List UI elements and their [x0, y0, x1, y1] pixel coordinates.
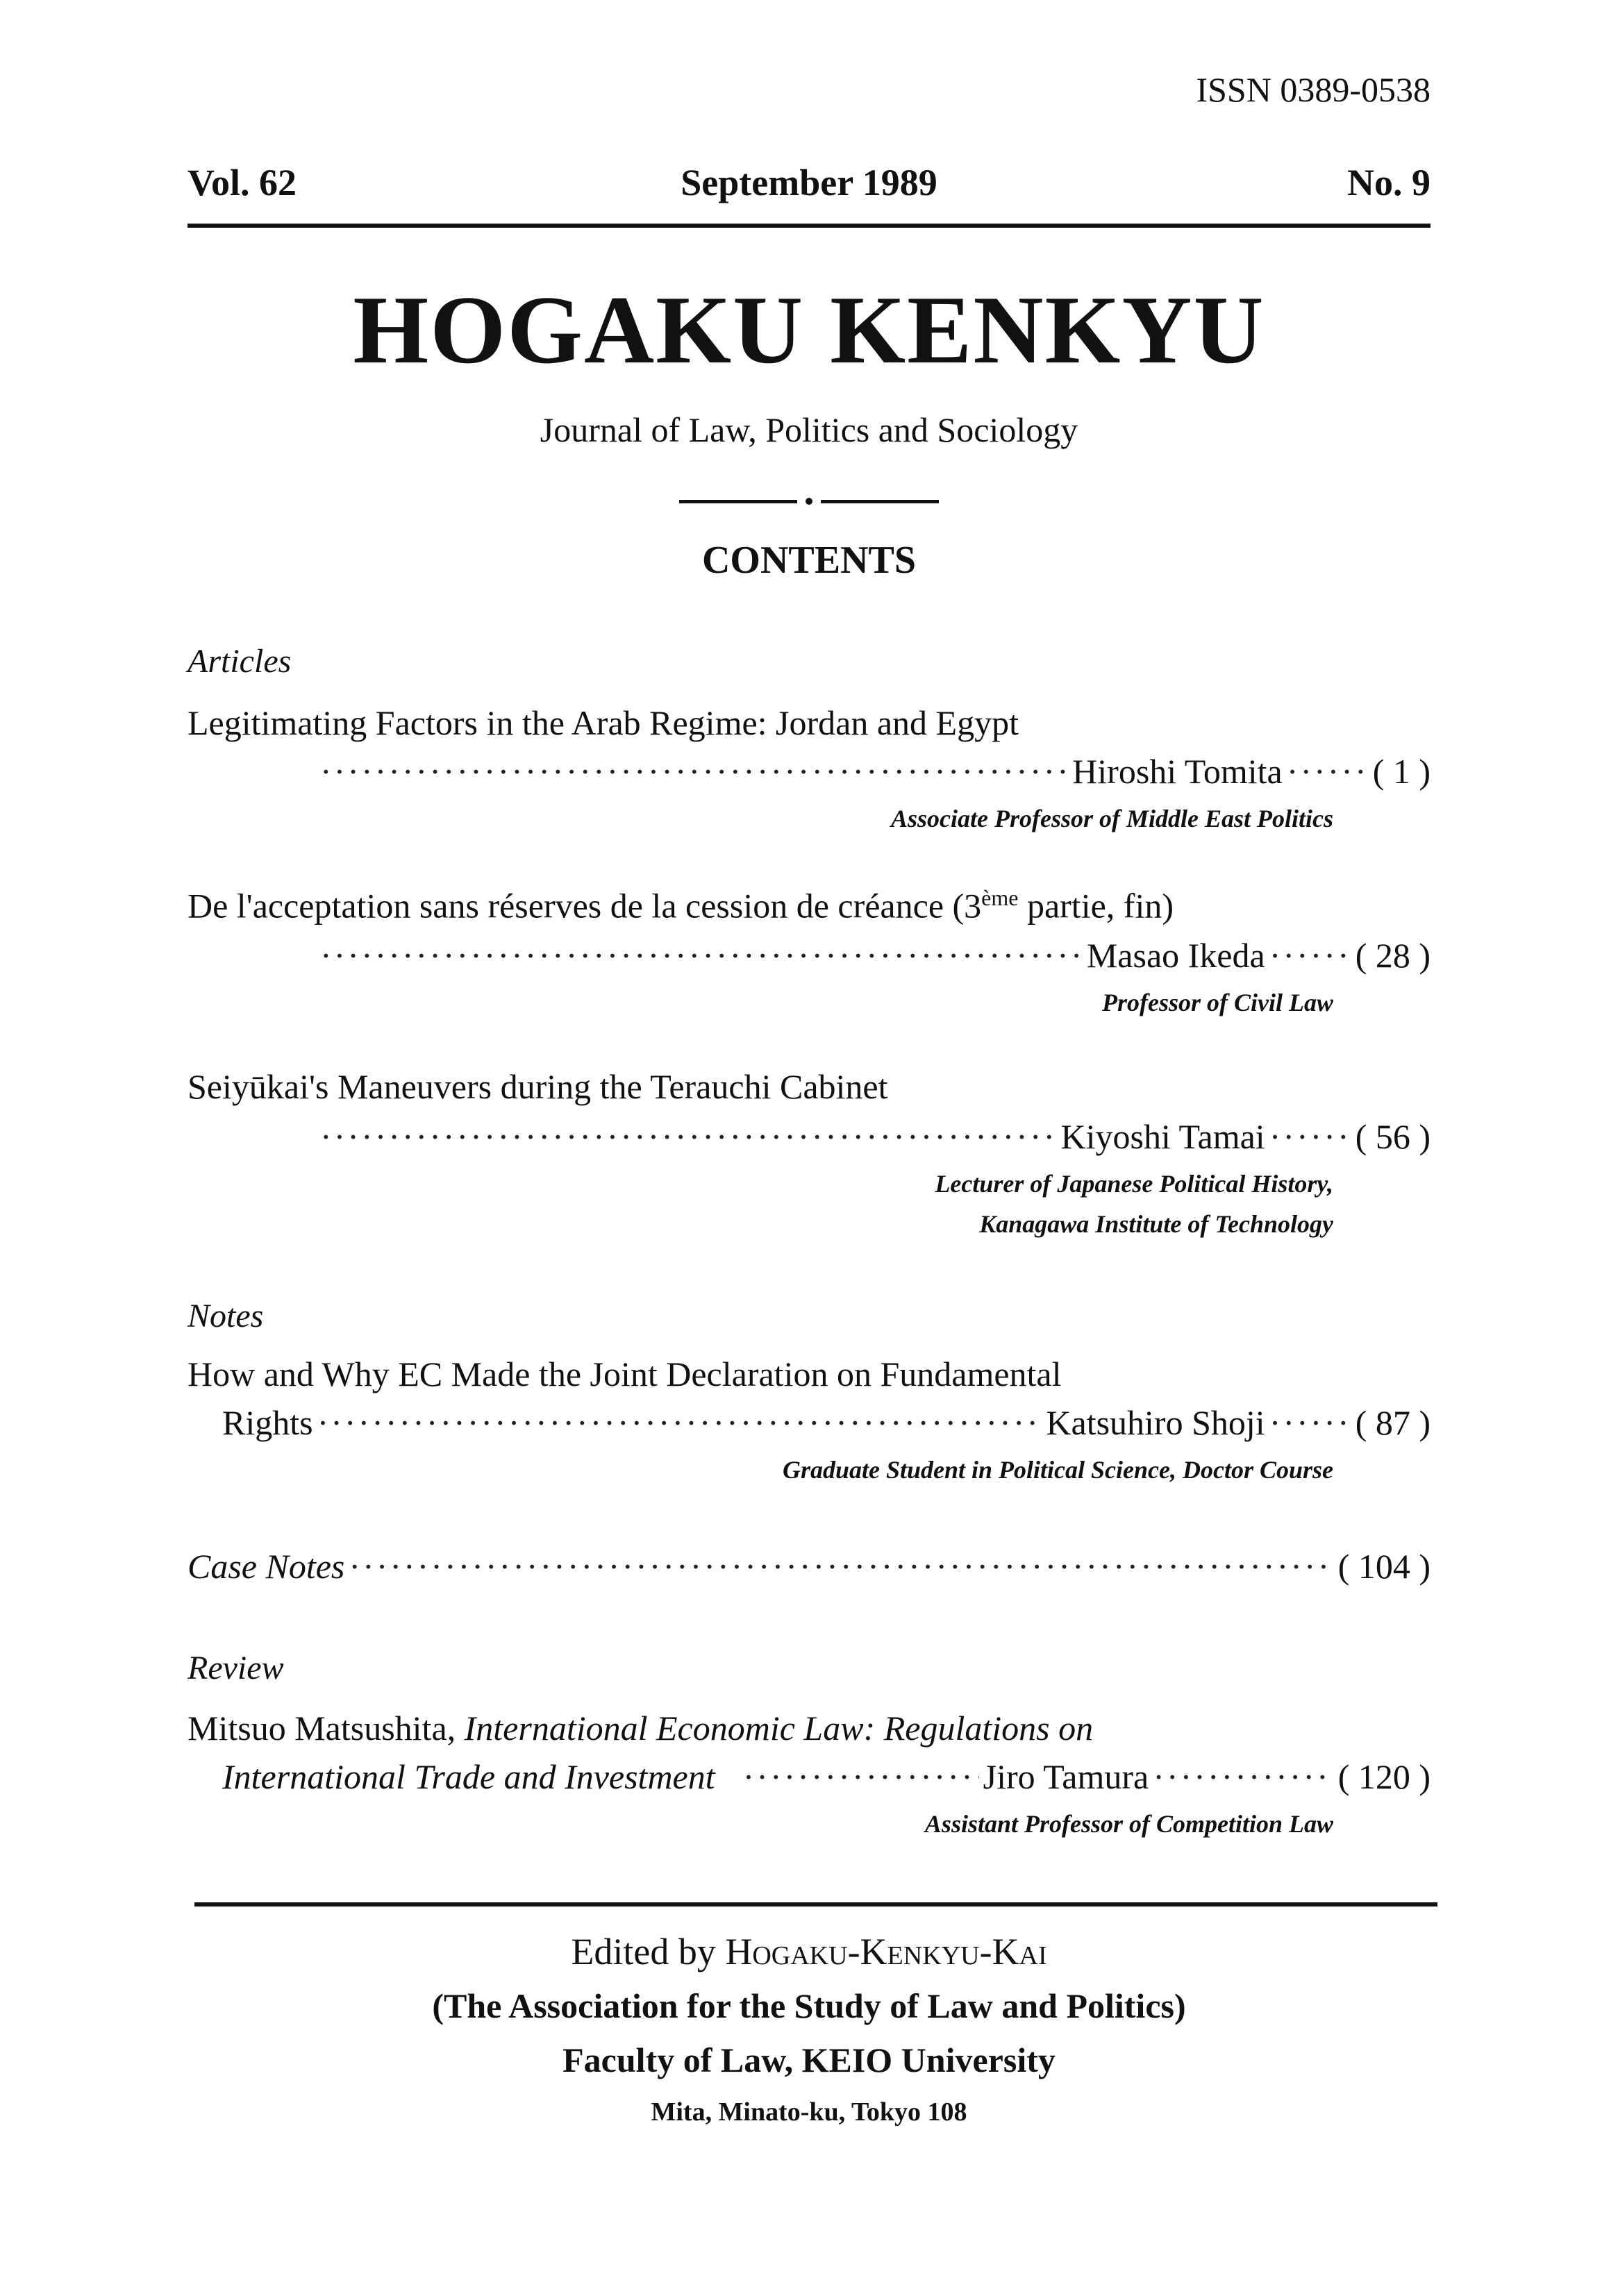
review-line1 — [187, 1708, 1093, 1748]
article-3-affiliation-1: Lecturer of Japanese Political History, — [935, 1170, 1333, 1198]
article-3-author: Kiyoshi Tamai — [1060, 1117, 1265, 1156]
issn: ISSN 0389-0538 — [1196, 70, 1431, 109]
footer-rule — [194, 1902, 1437, 1907]
leader-dots — [320, 751, 1068, 791]
issue-date: September 1989 — [681, 162, 937, 203]
editor-address: Mita, Minato-ku, Tokyo 108 — [651, 2097, 967, 2127]
review-entry — [222, 1757, 1431, 1797]
notes-affiliation: Graduate Student in Political Science, Doctor Course — [782, 1456, 1333, 1484]
review-book-title-1: International Economic Law: Regulations on — [464, 1709, 1094, 1748]
journal-title: HOGAKU KENKYU — [353, 276, 1265, 384]
article-3-affiliation-2: Kanagawa Institute of Technology — [979, 1210, 1333, 1238]
review-book-title-2: International Trade and Investment — [222, 1757, 715, 1796]
article-2-author: Masao Ikeda — [1086, 936, 1265, 975]
leader-dots — [743, 1757, 979, 1797]
article-1-affiliation: Associate Professor of Middle East Politics — [891, 805, 1333, 832]
contents-heading: CONTENTS — [701, 539, 917, 582]
editor-line1: Edited by Hogaku-Kenkyu-Kai — [571, 1931, 1047, 1972]
article-3-page: ( 56 ) — [1355, 1117, 1431, 1156]
notes-title-line1: How and Why EC Made the Joint Declaration on Fundamental — [187, 1355, 1062, 1393]
editor-line2: (The Association for the Study of Law and Politics) — [432, 1986, 1186, 2025]
leader-dots — [320, 935, 1083, 975]
case-notes-heading: Case Notes — [187, 1547, 345, 1586]
article-1-page: ( 1 ) — [1372, 752, 1431, 791]
article-1-author: Hiroshi Tomita — [1072, 752, 1283, 791]
review-book-author: Mitsuo Matsushita, — [187, 1709, 456, 1748]
case-notes-page: ( 104 ) — [1337, 1547, 1431, 1586]
article-2-affiliation: Professor of Civil Law — [1102, 989, 1333, 1016]
article-3-entry — [316, 1116, 1431, 1157]
header-rule — [187, 224, 1431, 228]
notes-entry — [222, 1402, 1431, 1443]
article-1-entry — [316, 751, 1431, 791]
case-notes-entry — [187, 1546, 1431, 1586]
article-2-page: ( 28 ) — [1355, 936, 1431, 975]
volume: Vol. 62 — [187, 162, 297, 203]
review-heading: Review — [187, 1650, 284, 1686]
article-2-entry — [316, 935, 1431, 975]
notes-heading: Notes — [187, 1298, 264, 1334]
ornament-divider — [0, 494, 1618, 508]
articles-heading: Articles — [187, 643, 292, 680]
journal-subtitle: Journal of Law, Politics and Sociology — [540, 410, 1078, 449]
notes-page: ( 87 ) — [1355, 1403, 1431, 1442]
leader-dots — [320, 1116, 1057, 1157]
editor-line3: Faculty of Law, KEIO University — [562, 2041, 1056, 2079]
review-affiliation: Assistant Professor of Competition Law — [924, 1810, 1333, 1838]
article-3-title: Seiyūkai's Maneuvers during the Terauchi Cabinet — [187, 1067, 888, 1106]
notes-author: Katsuhiro Shoji — [1046, 1403, 1265, 1442]
notes-title-line2: Rights — [222, 1403, 313, 1442]
editor-name: Hogaku-Kenkyu-Kai — [725, 1931, 1047, 1972]
article-2-title: De l'acceptation sans réserves de la cession de créance (3ème partie, fin) — [187, 885, 1174, 925]
ornament-dot-icon — [806, 498, 812, 505]
leader-dots — [349, 1546, 1328, 1586]
leader-dots — [317, 1402, 1042, 1443]
review-author: Jiro Tamura — [983, 1757, 1149, 1796]
issue-number: No. 9 — [1347, 162, 1431, 203]
article-1-title: Legitimating Factors in the Arab Regime: Jordan and Egypt — [187, 703, 1019, 742]
review-page: ( 120 ) — [1337, 1757, 1431, 1796]
